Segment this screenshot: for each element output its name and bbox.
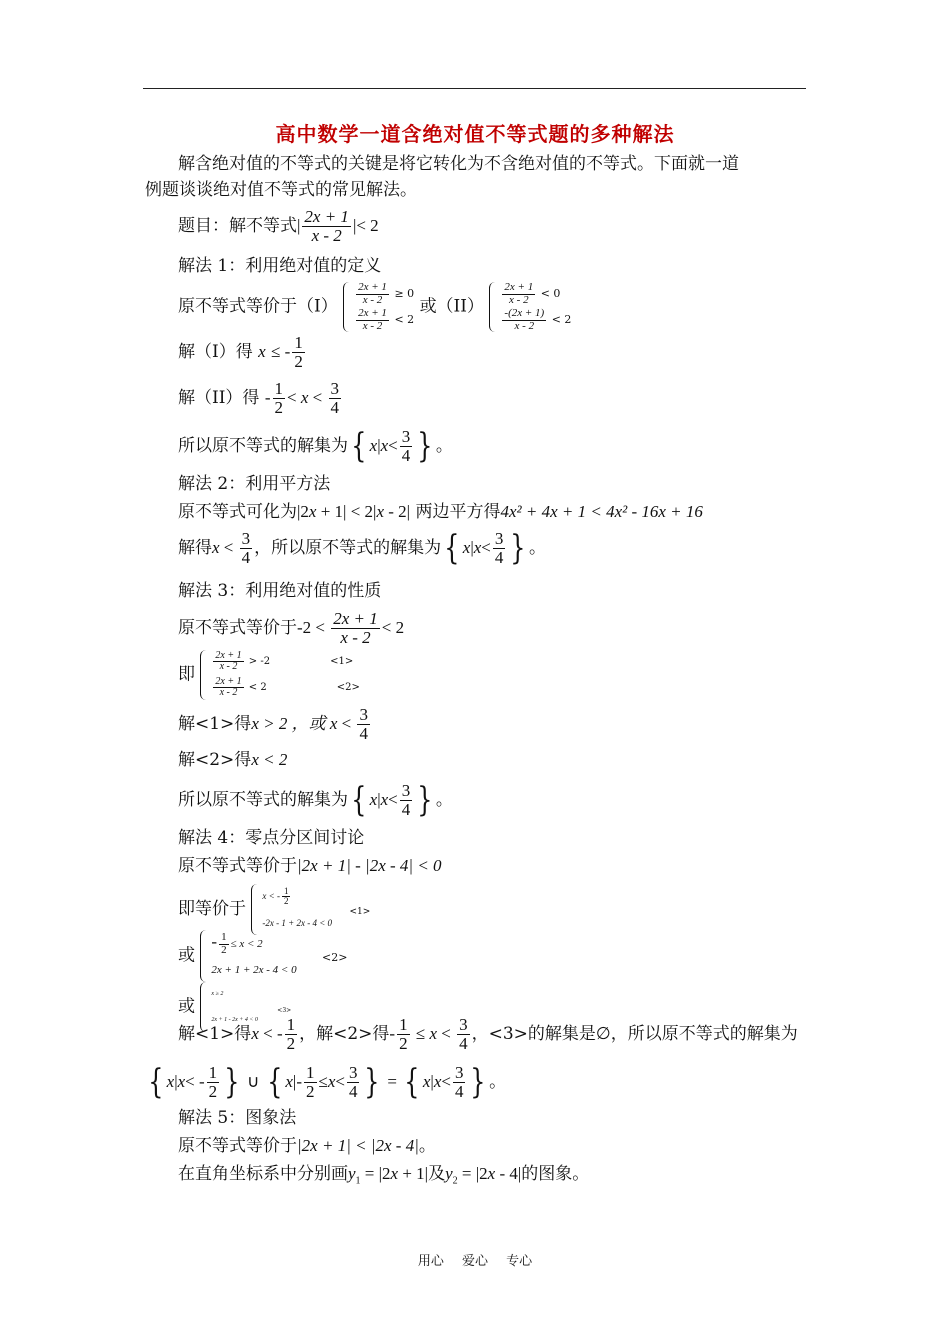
page-title: 高中数学一道含绝对值不等式题的多种解法 (275, 122, 675, 146)
method-3-solve-1: 解<1>得x > 2 ，或 x < $\frac{3}{4}$ (178, 705, 368, 743)
method-2-square: 原不等式可化为|2x + 1| < 2|x - 2| 两边平方得4x² + 4x + 1 < 4x² - 16x + 16 (178, 502, 703, 522)
system-II: $\frac{2x + 1}{x - 2}$ < 0 $\frac{-(2x + 1)}{x - 2}$ < 2 (489, 282, 571, 332)
method-3-solution-set: 所以原不等式的解集为 { x | x < $\frac{3}{4}$ } 。 (178, 780, 453, 821)
method-4-union: { x | x < - $\frac{1}{2}$ } ∪ { x |- $\frac{1}{2}$ ≤ x < $\frac{3}{4}$ } = { x | x < $\frac{3}{4}$ } 。 (148, 1062, 507, 1103)
method-5-title: 解法 5：图象法 (178, 1108, 297, 1128)
method-1-solution-set: 所以原不等式的解集为 { x | x < $\frac{3}{4}$ } 。 (178, 426, 453, 467)
method-4-summary: 解<1>得x < - $\frac{1}{2}$ ，解<2>得- $\frac{1}{2}$ ≤ x < $\frac{3}{4}$ ，<3>的解集是∅，所以原不等式的解集为 (178, 1015, 798, 1053)
method-2-result: 解得x < $\frac{3}{4}$ ，所以原不等式的解集为 { x | x < $\frac{3}{4}$ } 。 (178, 528, 547, 569)
method-4-title: 解法 4：零点分区间讨论 (178, 828, 365, 848)
method-3-title: 解法 3：利用绝对值的性质 (178, 581, 382, 601)
method-5-equivalence: 原不等式等价于|2x + 1| < |2x - 4|。 (178, 1136, 436, 1156)
method-3-solve-2: 解<2>得x < 2 (178, 750, 288, 770)
problem-statement: 题目：解不等式| $\frac{2x + 1}{x - 2}$ |< 2 (178, 207, 379, 245)
method-4-case-3: 或 x ≥ 2 2x + 1 - 2x + 4 < 0 <3> (178, 982, 291, 1032)
method-4-equivalence: 原不等式等价于|2x + 1| - |2x - 4| < 0 (178, 856, 442, 876)
method-1-equivalence: 原不等式等价于（I） $\frac{2x + 1}{x - 2}$ ≥ 0 $\frac{2x + 1}{x - 2}$ < 2 或（II） $\frac{2x + 1}{x - 2}$ < 0 $\frac{-(2x + 1)}{x - 2}$ < 2 (178, 281, 572, 332)
footer-text: 用心 爱心 专心 (417, 1254, 533, 1269)
header-rule (143, 88, 806, 89)
method-1-title: 解法 1：利用绝对值的定义 (178, 256, 382, 276)
main-fraction: $\frac{2x + 1}{x - 2}$ (304, 207, 349, 245)
method-4-case-2: 或 - $\frac{1}{2}$ ≤ x < 2 2x + 1 + 2x - 4 < 0 <2> (178, 930, 347, 982)
intro-line-2: 例题谈谈绝对值不等式的常见解法。 (145, 180, 417, 200)
method-5-draw: 在直角坐标系中分别画$y_1 = |2x + 1|$及$y_2 = |2x - 4|$的图象。 (178, 1164, 590, 1187)
method-4-case-1: 即等价于 x < - $\frac{1}{2}$ -2x - 1 + 2x - 4 < 0 <1> (178, 884, 370, 935)
system-I: $\frac{2x + 1}{x - 2}$ ≥ 0 $\frac{2x + 1}{x - 2}$ < 2 (343, 282, 414, 332)
intro-line-1: 解含绝对值的不等式的关键是将它转化为不含绝对值的不等式。下面就一道 (178, 154, 739, 174)
method-3-equivalence: 原不等式等价于-2 < $\frac{2x + 1}{x - 2}$ < 2 (178, 609, 405, 647)
method-1-solve-I: 解（I）得 x ≤ - $\frac{1}{2}$ (178, 333, 303, 371)
problem-label: 题目：解不等式 (178, 215, 297, 236)
method-2-title: 解法 2：利用平方法 (178, 474, 331, 494)
method-1-solve-II: 解（II）得 - $\frac{1}{2}$ < x < $\frac{3}{4}$ (178, 379, 339, 417)
method-3-system: 即 $\frac{2x + 1}{x - 2}$ > -2 <1> $\frac{2x + 1}{x - 2}$ < 2 <2> (178, 649, 360, 698)
